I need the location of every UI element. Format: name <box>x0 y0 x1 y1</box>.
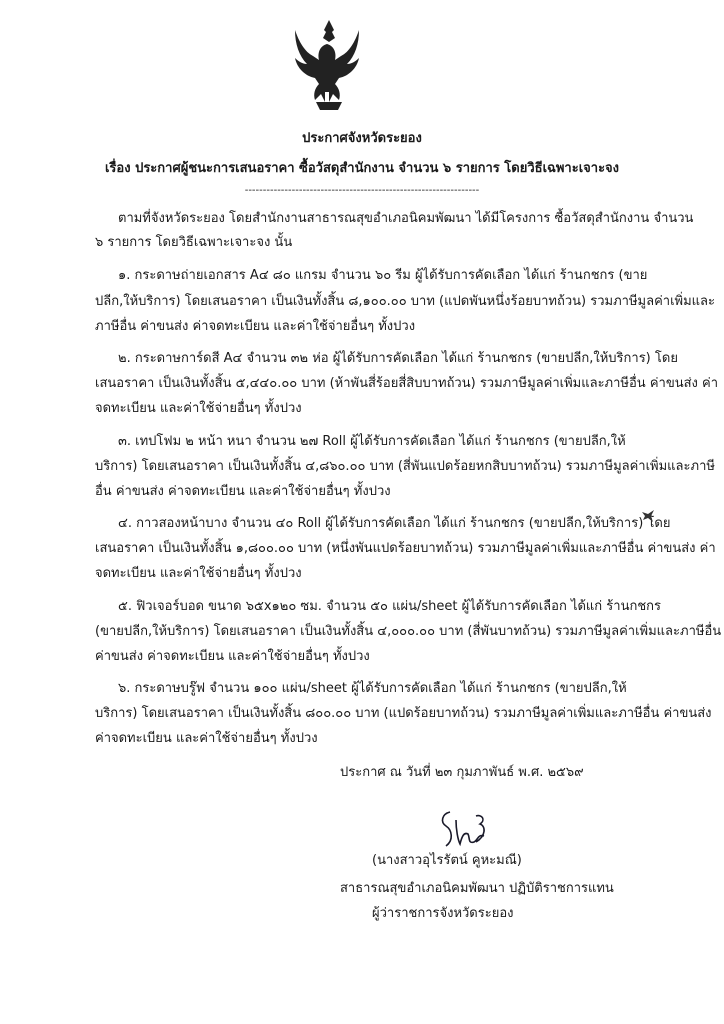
item-5-line: ค่าขนส่ง ค่าจดทะเบียน และค่าใช้จ่ายอื่นๆ ทั้งปวง <box>95 649 370 664</box>
divider: ----------------------------------------------------------------- <box>244 185 480 196</box>
signature <box>428 808 508 858</box>
item-6-line: บริการ) โดยเสนอราคา เป็นเงินทั้งสิ้น ๘๐๐.๐๐ บาท (แปดร้อยบาทถ้วน) รวมภาษีมูลค่าเพิ่มและภาษีอื่น ค่าขนส่ง <box>95 706 712 721</box>
item-2-line: จดทะเบียน และค่าใช้จ่ายอื่นๆ ทั้งปวง <box>95 401 302 416</box>
item-4-line: ๔. กาวสองหน้าบาง จำนวน ๔๐ Roll ผู้ได้รับการคัดเลือก ได้แก่ ร้านกชกร (ขายปลีก,ให้บริการ) โดย <box>118 516 671 531</box>
item-1-line: ๑. กระดาษถ่ายเอกสาร A๔ ๘๐ แกรม จำนวน ๖๐ รีม ผู้ได้รับการคัดเลือก ได้แก่ ร้านกชกร (ขาย <box>118 268 648 283</box>
item-3-line: บริการ) โดยเสนอราคา เป็นเงินทั้งสิ้น ๔,๘๖๐.๐๐ บาท (สี่พันแปดร้อยหกสิบบาทถ้วน) รวมภาษีมูลค่าเพิ่มและภาษี <box>95 459 715 474</box>
document-subject: เรื่อง ประกาศผู้ชนะการเสนอราคา ซื้อวัสดุสำนักงาน จำนวน ๖ รายการ โดยวิธีเฉพาะเจาะจง <box>104 161 620 176</box>
item-5-line: ๕. ฟิวเจอร์บอด ขนาด ๖๕x๑๒๐ ซม. จำนวน ๕๐ แผ่น/sheet ผู้ได้รับการคัดเลือก ได้แก่ ร้านกชกร <box>118 599 662 614</box>
document-title: ประกาศจังหวัดระยอง <box>302 131 422 146</box>
item-1-line: ภาษีอื่น ค่าขนส่ง ค่าจดทะเบียน และค่าใช้จ่ายอื่นๆ ทั้งปวง <box>95 319 416 334</box>
item-4-line: เสนอราคา เป็นเงินทั้งสิ้น ๑,๘๐๐.๐๐ บาท (หนึ่งพันแปดร้อยบาทถ้วน) รวมภาษีมูลค่าเพิ่มและภาษีอื่น ค่าขนส่ง ค่า <box>95 541 716 556</box>
item-6-line: ๖. กระดาษบรู๊ฟ จำนวน ๑๐๐ แผ่น/sheet ผู้ได้รับการคัดเลือก ได้แก่ ร้านกชกร (ขายปลีก,ให้ <box>118 681 627 696</box>
item-3-line: อื่น ค่าขนส่ง ค่าจดทะเบียน และค่าใช้จ่ายอื่นๆ ทั้งปวง <box>95 484 391 499</box>
item-6-line: ค่าจดทะเบียน และค่าใช้จ่ายอื่นๆ ทั้งปวง <box>95 731 318 746</box>
item-1-line: ปลีก,ให้บริการ) โดยเสนอราคา เป็นเงินทั้งสิ้น ๘,๑๐๐.๐๐ บาท (แปดพันหนึ่งร้อยบาทถ้วน) รวมภาษีมูลค่าเพิ่มและ <box>95 294 715 309</box>
item-4-line: จดทะเบียน และค่าใช้จ่ายอื่นๆ ทั้งปวง <box>95 566 302 581</box>
intro-line: ๖ รายการ โดยวิธีเฉพาะเจาะจง นั้น <box>95 235 293 250</box>
intro-line: ตามที่จังหวัดระยอง โดยสำนักงานสาธารณสุขอำเภอนิคมพัฒนา ได้มีโครงการ ซื้อวัสดุสำนักงาน จำนวน <box>118 211 694 226</box>
item-5-line: (ขายปลีก,ให้บริการ) โดยเสนอราคา เป็นเงินทั้งสิ้น ๔,๐๐๐.๐๐ บาท (สี่พันบาทถ้วน) รวมภาษีมูลค่าเพิ่มและภาษีอื่น <box>95 624 722 639</box>
item-2-line: ๒. กระดาษการ์ดสี A๔ จำนวน ๓๒ ห่อ ผู้ได้รับการคัดเลือก ได้แก่ ร้านกชกร (ขายปลีก,ให้บริการ) โดย <box>118 351 678 366</box>
item-3-line: ๓. เทปโฟม ๒ หน้า หนา จำนวน ๒๗ Roll ผู้ได้รับการคัดเลือก ได้แก่ ร้านกชกร (ขายปลีก,ให้ <box>118 434 626 449</box>
ink-speck <box>640 508 656 524</box>
signer-role: ผู้ว่าราชการจังหวัดระยอง <box>372 906 514 921</box>
announcement-date: ประกาศ ณ วันที่ ๒๓ กุมภาพันธ์ พ.ศ. ๒๕๖๙ <box>340 765 584 780</box>
garuda-emblem <box>286 18 372 118</box>
signer-position: สาธารณสุขอำเภอนิคมพัฒนา ปฏิบัติราชการแทน <box>340 881 614 896</box>
item-2-line: เสนอราคา เป็นเงินทั้งสิ้น ๕,๔๔๐.๐๐ บาท (ห้าพันสี่ร้อยสี่สิบบาทถ้วน) รวมภาษีมูลค่าเพิ่มและภาษีอื่น ค่าขนส่ง ค่า <box>95 376 719 391</box>
signer-name: (นางสาวอุไรรัตน์ คูหะมณี) <box>372 853 522 868</box>
